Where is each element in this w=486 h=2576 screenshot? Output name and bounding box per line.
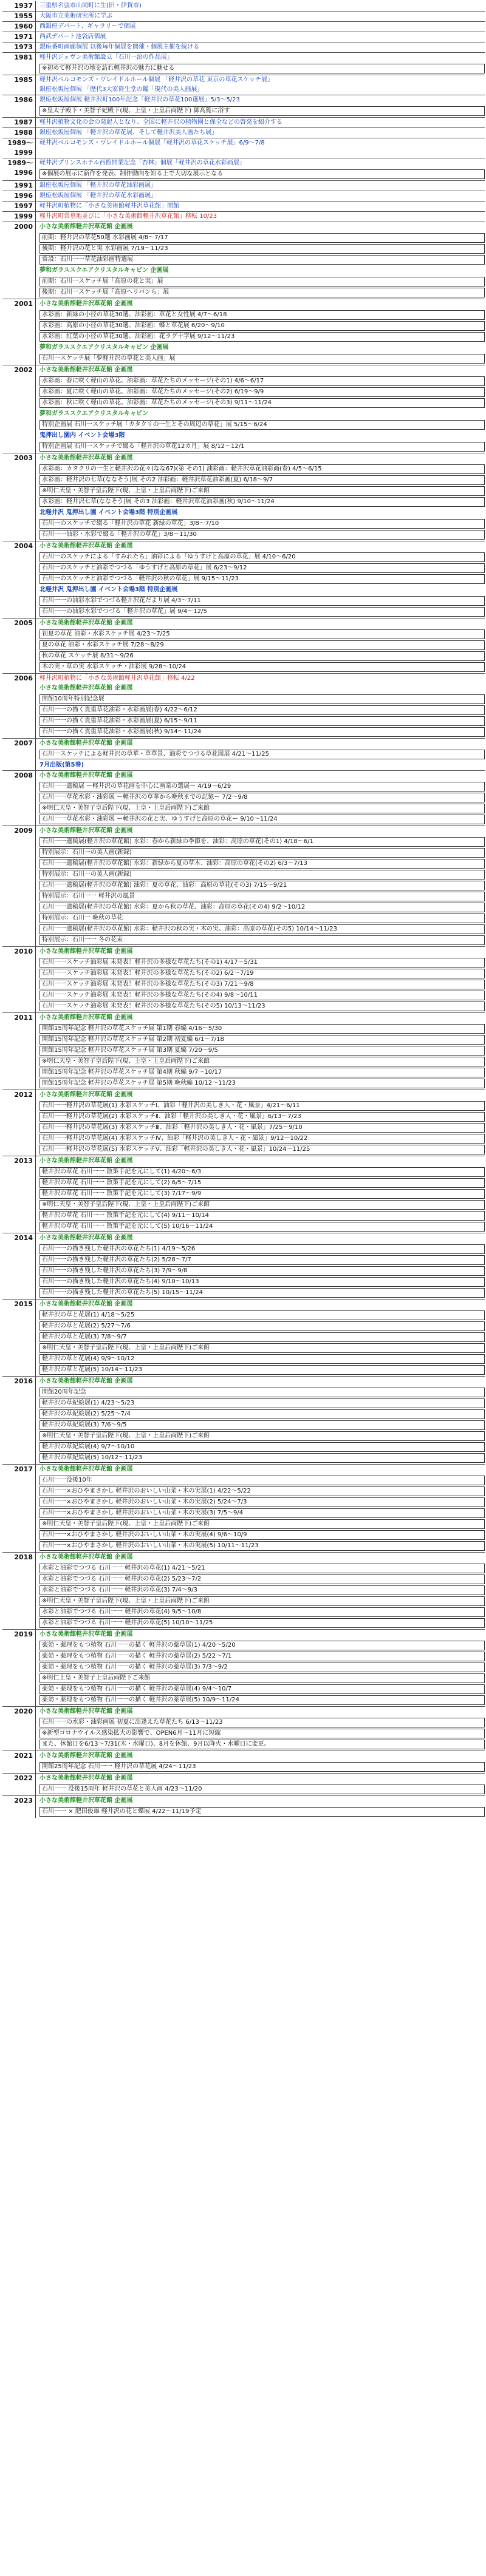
year-entries bbox=[36, 22, 485, 32]
exhibition-entry: 石川一一没後10年 bbox=[39, 1476, 485, 1485]
year-entries bbox=[36, 222, 485, 299]
exhibition-entry: 石川一一遺稿展(軽井沢の草花館) 水彩：夏から秋の草花、油彩：高原の草花(その4) 9/2〜10/12 bbox=[39, 903, 485, 912]
exhibition-entry: 石川一一遺稿展(軽井沢の草花館) 水彩：春から新緑の季節を、油彩：高原の草花(その1) 4/18〜6/1 bbox=[39, 837, 485, 847]
exhibition-entry: 開館15周年記念 軽井沢の草花スケッチ展 第4期 秋編 9/7〜10/17 bbox=[39, 1068, 485, 1077]
section-heading: 小さな美術館軽井沢草花館 企画展 bbox=[39, 1752, 133, 1759]
section-heading: 小さな美術館軽井沢草花館 企画展 bbox=[39, 1301, 133, 1307]
exhibition-entry: 軽井沢の草と花展(4) 9/9〜10/12 bbox=[39, 1354, 485, 1364]
exhibition-entry: 軽井沢の草花 石川一一 散策手記を元にして(5) 10/16〜11/24 bbox=[39, 1222, 485, 1232]
year-label: 2022 bbox=[2, 1774, 36, 1795]
exhibition-entry: ※明仁天皇・美智子皇后陛下(現、上皇・上皇后両陛下)ご来館 bbox=[39, 1200, 485, 1210]
year-block bbox=[2, 21, 485, 32]
year-entries bbox=[36, 947, 485, 1012]
year-block bbox=[2, 738, 485, 770]
exhibition-entry: 石川一一×おひやまさかし 軽井沢のおいしい山菜・木の実展(1) 4/22〜5/22 bbox=[39, 1486, 485, 1496]
exhibition-entry: 後期：石川一スケッチ展「高原ヘリパンら」展 bbox=[39, 288, 485, 297]
section-heading: 小さな美術館軽井沢草花館 企画展 bbox=[39, 223, 133, 230]
section-heading: 小さな美術館軽井沢草花館 企画展 bbox=[39, 1235, 133, 1241]
year-block bbox=[2, 1706, 485, 1751]
exhibition-entry: 石川一のスケッチで綴る「軽井沢の草花 新緑の草花」3/8〜7/10 bbox=[39, 519, 485, 529]
exhibition-entry: 水彩画：紅葉の小径の草花30選、油彩画：花ラグ十字展 9/12〜11/23 bbox=[39, 332, 485, 342]
exhibition-entry: 開館15周年記念 軽井沢の草花スケッチ展 第5期 晩秋編 10/12〜11/23 bbox=[39, 1079, 485, 1088]
year-label: 2009 bbox=[2, 826, 36, 946]
exhibition-entry: 石川一一の油彩水彩でつづる軽井沢花だより展 4/3〜7/11 bbox=[39, 596, 485, 606]
event-entry: 軽井沢町営墓地並びに「小さな美術館軽井沢草花館」移転 10/23 bbox=[39, 213, 217, 220]
exhibition-entry: 軽井沢の草花 石川一一 散策手記を元にして(2) 6/5〜7/15 bbox=[39, 1178, 485, 1188]
year-block bbox=[2, 673, 485, 738]
exhibition-entry: 軽井沢の草花 石川一一 散策手記を元にして(1) 4/20〜6/3 bbox=[39, 1167, 485, 1177]
year-entries bbox=[36, 212, 485, 222]
exhibition-entry: 前期：石川一スケッチ展「高原の花と実」展 bbox=[39, 277, 485, 286]
exhibition-entry: 水彩と油彩でつづる 石川一一 軽井沢の草花(3) 7/4〜9/3 bbox=[39, 1585, 485, 1595]
exhibition-entry: 常設：石川一一草花油彩画特選展 bbox=[39, 255, 485, 265]
year-label: 1988 bbox=[2, 128, 36, 138]
exhibition-entry: 開館25周年記念 石川一一 軽井沢の草花展 4/24〜11/23 bbox=[39, 1762, 485, 1772]
exhibition-entry: 水彩画：春に咲く軽山の草花、油彩画：草花たちのメッセージ(その1) 4/6〜6/17 bbox=[39, 376, 485, 386]
year-entries bbox=[36, 1465, 485, 1552]
year-entries bbox=[36, 1, 485, 11]
year-label: 1937 bbox=[2, 1, 36, 11]
exhibition-entry: 薬効・薬理をもつ植物 石川一一の描く 軽井沢の薬草展(4) 9/4〜10/7 bbox=[39, 1684, 485, 1694]
section-heading: 小さな美術館軽井沢草花館 企画展 bbox=[39, 1014, 133, 1021]
event-entry: 軽井沢町植物に「小さな美術館軽井沢草花館」移転 4/22 bbox=[39, 675, 195, 682]
event-entry: 銀座松坂屋個展 「軽井沢の草花展、そして軽井沢美人画たち展」 bbox=[39, 129, 218, 136]
section-heading: 夢和ガラススクエアクリスタルキャビン 企画展 bbox=[39, 344, 169, 351]
exhibition-entry: 軽井沢の草花 石川一一 散策手記を元にして(3) 7/17〜9/9 bbox=[39, 1189, 485, 1199]
year-block bbox=[2, 541, 485, 618]
exhibition-entry: 石川一一の描き残した軽井沢の草花たち(3) 7/9〜9/8 bbox=[39, 1266, 485, 1276]
exhibition-entry: 前期：軽井沢の草花50選 水彩画展 4/8〜7/17 bbox=[39, 233, 485, 243]
exhibition-entry: 薬効・薬理をもつ植物 石川一一の描く 軽井沢の薬草展(3) 7/3〜9/2 bbox=[39, 1663, 485, 1672]
year-block bbox=[2, 75, 485, 95]
year-entries bbox=[36, 299, 485, 365]
year-label: 1955 bbox=[2, 12, 36, 21]
exhibition-entry: ※明仁天皇・美智子皇后陛下(現、上皇・上皇后両陛下)ご来館 bbox=[39, 1596, 485, 1606]
year-entries bbox=[36, 674, 485, 738]
year-label: 2011 bbox=[2, 1013, 36, 1090]
event-entry: 軽井沢植物文化の会の発起人となり、全国に軽井沢の植物園と保全などの啓発を紹介する bbox=[39, 119, 282, 126]
exhibition-entry: 石川一一 没後15周年 軽井沢の草花と美人画 4/23〜11/20 bbox=[39, 1785, 485, 1794]
exhibition-entry: 石川一一軽井沢の草花展(1) 水彩スケッチⅠ、油彩「軽井沢の美しき人・花・風景」4/21〜6/11 bbox=[39, 1101, 485, 1111]
section-heading: 小さな美術館軽井沢草花館 企画展 bbox=[39, 1158, 133, 1164]
year-label: 2007 bbox=[2, 739, 36, 770]
exhibition-entry: 薬効・薬理をもつ植物 石川一一の描く 軽井沢の薬草展(2) 5/22〜7/1 bbox=[39, 1652, 485, 1661]
year-label: 2000 bbox=[2, 222, 36, 299]
exhibition-entry: 石川一のスケッチと油彩でつづる「軽井沢の秋の草花」展 9/15〜11/23 bbox=[39, 574, 485, 584]
year-entries bbox=[36, 365, 485, 453]
section-heading: 小さな美術館軽井沢草花館 企画展 bbox=[39, 1797, 133, 1804]
year-block bbox=[2, 1464, 485, 1552]
exhibition-entry: 水彩画：軽井沢の七草(ななそう)展 その2 油彩画：軽井沢草花油彩画(夏) 6/18〜9/7 bbox=[39, 475, 485, 485]
year-label: 1997 bbox=[2, 202, 36, 211]
exhibition-entry: ※初めて軽井沢の地を訪れ軽井沢の魅力に魅せる bbox=[39, 64, 485, 73]
section-heading: 北軽井沢 鬼押出し園 イベント会場3階 特別企画展 bbox=[39, 586, 178, 593]
exhibition-entry: 軽井沢の草と花展(5) 10/14〜11/23 bbox=[39, 1365, 485, 1375]
year-label: 2018 bbox=[2, 1553, 36, 1629]
exhibition-entry: 後期：軽井沢の花と実 水彩画展 7/19〜11/23 bbox=[39, 244, 485, 254]
exhibition-entry: 石川一一草花水彩・油彩展 ー軽井沢の花と実、ゆうすげと高原の草花ー 9/10〜11/24 bbox=[39, 815, 485, 824]
year-label: 1960 bbox=[2, 22, 36, 32]
event-entry: 軽井沢プリンスホテル西館開業記念「杏林」個展「軽井沢の草花水彩画展」 bbox=[39, 160, 245, 166]
year-label: 2012 bbox=[2, 1090, 36, 1156]
exhibition-entry: 石川一スケッチ展「夢軽井沢の草花と美人画」展 bbox=[39, 354, 485, 364]
year-label: 2003 bbox=[2, 453, 36, 541]
year-label: 2004 bbox=[2, 541, 36, 618]
event-entry: 銀座松坂屋個展 軽井沢町100年記念「軽井沢の草花100選展」5/3〜5/23 bbox=[39, 97, 240, 103]
exhibition-entry: 石川一一軽井沢の草花展(2) 水彩スケッチⅡ、油彩「軽井沢の美しき人・花・風景」6/13〜7/23 bbox=[39, 1112, 485, 1122]
exhibition-entry: 石川一一油彩・水彩で綴る「軽井沢の草花」3/8〜11/30 bbox=[39, 530, 485, 540]
event-entry: 軽井沢ベルコモンズ・ヴレイドルホール個展 「軽井沢の草花 東京の草花スケッチ展」 bbox=[39, 76, 273, 83]
exhibition-entry: 特別企画展 石川一スケッチで綴る「軽井沢の草花12カ月」展 8/12〜12/1 bbox=[39, 442, 485, 452]
year-entries bbox=[36, 739, 485, 770]
exhibition-entry: 石川一一の描き残した軽井沢の草花たち(5) 10/15〜11/24 bbox=[39, 1288, 485, 1298]
exhibition-entry: 石川一スケッチによる軽井沢の草華・草華景、油彩でつづる草花図展 4/21〜11/25 bbox=[39, 750, 485, 759]
year-entries bbox=[36, 1300, 485, 1376]
section-heading: 小さな美術館軽井沢草花館 企画展 bbox=[39, 772, 133, 779]
exhibition-entry: ※明仁天皇・美智子皇后陛下(現、上皇・上皇后両陛下)ご来館 bbox=[39, 1431, 485, 1441]
year-block bbox=[2, 95, 485, 117]
section-heading: 小さな美術館軽井沢草花館 企画展 bbox=[39, 1091, 133, 1098]
year-entries bbox=[36, 1090, 485, 1156]
exhibition-entry: 軽井沢の草と花展(1) 4/18〜5/25 bbox=[39, 1310, 485, 1320]
exhibition-entry: 石川一一スケッチ油彩展 未発表！軽井沢の多様な草花たち(その3) 7/21〜9/8 bbox=[39, 980, 485, 989]
exhibition-entry: 水彩と油彩でつづる 石川一一 軽井沢の草花(5) 10/10〜11/25 bbox=[39, 1618, 485, 1628]
year-block bbox=[2, 201, 485, 211]
exhibition-entry: 軽井沢の草花 石川一一 散策手記を元にして(4) 9/11〜10/14 bbox=[39, 1211, 485, 1221]
exhibition-entry: 石川一一の描き残した軽井沢の草花たち(4) 9/10〜10/13 bbox=[39, 1277, 485, 1287]
exhibition-entry: 石川一一の描く貴重草花油彩・水彩画展(夏) 6/15〜9/11 bbox=[39, 716, 485, 726]
year-block bbox=[2, 770, 485, 825]
exhibition-entry: 水彩画：高原の小径の草花30選、油彩画：蝶と草花展 6/20〜9/10 bbox=[39, 321, 485, 331]
year-block bbox=[2, 42, 485, 52]
exhibition-entry: 開館20周年記念 bbox=[39, 1388, 485, 1397]
section-heading: 小さな美術館軽井沢草花館 企画展 bbox=[39, 1775, 133, 1781]
year-entries bbox=[36, 128, 485, 138]
exhibition-entry: 軽井沢の草と花展(2) 5/27〜7/6 bbox=[39, 1321, 485, 1331]
year-entries bbox=[36, 619, 485, 673]
year-label: 2019 bbox=[2, 1630, 36, 1706]
year-entries bbox=[36, 202, 485, 211]
year-label: 2023 bbox=[2, 1796, 36, 1818]
year-label: 1986 bbox=[2, 95, 36, 117]
year-block bbox=[2, 825, 485, 946]
section-heading: 小さな美術館軽井沢草花館 企画展 bbox=[39, 685, 133, 691]
year-label: 2015 bbox=[2, 1300, 36, 1376]
year-block bbox=[2, 1376, 485, 1464]
event-entry: 銀座松坂屋個展 「歴代3大家資生堂の鑑「現代の美人画展」 bbox=[39, 86, 204, 93]
section-heading: 小さな美術館軽井沢草花館 企画展 bbox=[39, 1708, 133, 1715]
year-block bbox=[2, 1552, 485, 1629]
exhibition-entry: 石川一一×おひやまさかし 軽井沢のおいしい山菜・木の実展(4) 9/6〜10/9 bbox=[39, 1530, 485, 1540]
exhibition-entry: 石川一一軽井沢の草花展(5) 水彩スケッチⅤ、油彩「軽井沢の美しき人・花・風景」10/24〜11/25 bbox=[39, 1145, 485, 1154]
section-heading: 小さな美術館軽井沢草花館 企画展 bbox=[39, 1378, 133, 1385]
section-heading: 鬼押出し園内 イベント会場3階 bbox=[39, 432, 125, 439]
year-label: 2014 bbox=[2, 1233, 36, 1299]
exhibition-entry: 開館10周年特別記念展 bbox=[39, 694, 485, 704]
section-heading: 北軽井沢 鬼押出し園 イベント会場3階 特別企画展 bbox=[39, 509, 178, 516]
exhibition-entry: 石川一一スケッチ油彩展 未発表！軽井沢の多様な草花たち(その4) 9/8〜10/11 bbox=[39, 991, 485, 1000]
year-block bbox=[2, 1233, 485, 1299]
year-block bbox=[2, 52, 485, 75]
year-entries bbox=[36, 95, 485, 117]
exhibition-entry: 特別展示：石川一の美人画(新録) bbox=[39, 848, 485, 858]
year-block bbox=[2, 158, 485, 180]
year-label: 2010 bbox=[2, 947, 36, 1012]
exhibition-entry: 開館15周年記念 軽井沢の草花スケッチ展 第3期 夏編 7/20〜9/5 bbox=[39, 1046, 485, 1056]
year-entries bbox=[36, 1233, 485, 1299]
exhibition-entry: 石川一一スケッチ油彩展 未発表！軽井沢の多様な草花たち(その5) 10/13〜11/23 bbox=[39, 1002, 485, 1011]
exhibition-entry: 石川一のスケッチと油彩でつづる「ゆうすげと高原の草花」展 6/23〜9/12 bbox=[39, 563, 485, 573]
year-label: 2008 bbox=[2, 771, 36, 825]
exhibition-entry: 石川一一草花水彩・油彩展 ー軽井沢の草華から晩秋までの記憶ー 7/2〜9/8 bbox=[39, 793, 485, 802]
year-entries bbox=[36, 191, 485, 201]
year-block bbox=[2, 1090, 485, 1156]
year-label: 1981 bbox=[2, 53, 36, 75]
exhibition-entry: 特別展示：石川一の美人画(新録) bbox=[39, 870, 485, 880]
exhibition-entry: 石川一一の描き残した軽井沢の草花たち(1) 4/19〜5/26 bbox=[39, 1244, 485, 1254]
year-block bbox=[2, 1751, 485, 1773]
exhibition-entry: 特別展示：石川一 晩秋の草花 bbox=[39, 913, 485, 923]
exhibition-entry: ※明仁天皇・美智子皇后陛下(現、上皇・上皇后両陛下)ご来館 bbox=[39, 1519, 485, 1529]
exhibition-entry: ※明仁天皇・美智子皇后陛下(現、上皇・上皇后両陛下)ご来館 bbox=[39, 486, 485, 496]
exhibition-entry: 石川一のスケッチによる「すみれたち」油彩による「ゆうすげと高原の草花」展 4/10〜6/20 bbox=[39, 552, 485, 562]
event-entry: 軽井沢ジェヴン美術館設立「石川一治の作品展」 bbox=[39, 54, 173, 61]
section-heading: 小さな美術館軽井沢草花館 企画展 bbox=[39, 367, 133, 373]
event-entry: 西銀座デパート、ギャラリーで個展 bbox=[39, 23, 136, 30]
year-label: 2001 bbox=[2, 299, 36, 365]
year-block bbox=[2, 365, 485, 453]
year-block bbox=[2, 11, 485, 21]
exhibition-entry: 石川一一の描き残した軽井沢の草花たち(2) 5/28〜7/7 bbox=[39, 1255, 485, 1265]
year-block bbox=[2, 180, 485, 191]
year-label: 1989〜1999 bbox=[2, 138, 36, 158]
year-label: 2021 bbox=[2, 1751, 36, 1773]
exhibition-entry: 石川一一軽井沢の草花展(4) 水彩スケッチⅣ、油彩「軽井沢の美しき人・花・風景」9/12〜10/22 bbox=[39, 1134, 485, 1144]
year-label: 2006 bbox=[2, 674, 36, 738]
section-heading: 小さな美術館軽井沢草花館 企画展 bbox=[39, 827, 133, 834]
exhibition-entry: 水彩画：新緑の小径の草花30選、油彩画：草花と女性展 4/7〜6/18 bbox=[39, 310, 485, 320]
year-label: 1973 bbox=[2, 42, 36, 52]
exhibition-entry: 水彩画：秋に咲く軽山の草花、油彩画：草花たちのメッセージ(その3) 9/11〜11/24 bbox=[39, 398, 485, 408]
exhibition-entry: 水彩画：カタクリの一生と軽井沢の花々(なな67)(第 その1) 油彩画：軽井沢草花油彩画(春) 4/5〜6/15 bbox=[39, 464, 485, 474]
exhibition-entry: また、休館日を6/13〜7/31(木・水曜日)、8月を休館、9月以降火・水曜日に変更。 bbox=[39, 1740, 485, 1749]
year-entries bbox=[36, 1553, 485, 1629]
section-heading: 小さな美術館軽井沢草花館 企画展 bbox=[39, 1631, 133, 1638]
event-entry: 西武デパート池袋店個展 bbox=[39, 33, 106, 40]
exhibition-entry: 石川一一スケッチ油彩展 未発表！軽井沢の多様な草花たち(その2) 6/2〜7/19 bbox=[39, 969, 485, 978]
exhibition-entry: 水彩と油彩でつづる 石川一一 軽井沢の草花(4) 9/5〜10/8 bbox=[39, 1607, 485, 1617]
event-entry: 銀座番町画廊個展 以後毎年個展を開催・個展主催を続ける bbox=[39, 44, 200, 50]
section-heading: 小さな美術館軽井沢草花館 企画展 bbox=[39, 543, 133, 549]
exhibition-entry: 石川一一×おひやまさかし 軽井沢のおいしい山菜・木の実展(5) 10/11〜11/23 bbox=[39, 1541, 485, 1551]
exhibition-entry: 水彩画：夏に咲く軽山の草花、油彩画：草花たちのメッセージ(その2) 6/19〜9/9 bbox=[39, 387, 485, 397]
section-heading: 小さな美術館軽井沢草花館 企画展 bbox=[39, 300, 133, 307]
exhibition-entry: 石川一一スケッチ油彩展 未発表！軽井沢の多様な草花たち(その1) 4/17〜5/31 bbox=[39, 958, 485, 968]
section-heading: 小さな美術館軽井沢草花館 企画展 bbox=[39, 740, 133, 747]
event-entry: 三重県名張市山岡町に生(旧・伊賀市) bbox=[39, 2, 142, 9]
exhibition-entry: ※明仁天皇・美智子皇后陛下(現、上皇・上皇后両陛下)ご来館 bbox=[39, 804, 485, 813]
year-entries bbox=[36, 42, 485, 52]
year-block bbox=[2, 299, 485, 365]
year-label: 1991 bbox=[2, 181, 36, 191]
exhibition-entry: ※新型コロナウイルス感染拡大の影響で、OPEN6月〜11月に短縮 bbox=[39, 1729, 485, 1738]
year-entries bbox=[36, 1796, 485, 1818]
year-entries bbox=[36, 453, 485, 541]
year-block bbox=[2, 453, 485, 541]
exhibition-entry: 軽井沢の草紀絵展(2) 5/25〜7/4 bbox=[39, 1409, 485, 1419]
exhibition-entry: 開館15周年記念 軽井沢の草花スケッチ展 第1期 春編 4/16〜5/30 bbox=[39, 1024, 485, 1034]
exhibition-entry: 石川一一の水彩・油彩画展 初夏に出逢えた草花たち 6/13〜11/23 bbox=[39, 1718, 485, 1727]
year-entries bbox=[36, 541, 485, 618]
year-block bbox=[2, 32, 485, 42]
exhibition-entry: ※皇太子殿下・美智子妃殿下(現、上皇・上皇后両陛下) 御高覧に浴す bbox=[39, 106, 485, 116]
exhibition-entry: ※個展の展示に新作を発表、制作動向を知る上で大切な展示となる bbox=[39, 169, 485, 179]
year-block bbox=[2, 1773, 485, 1795]
exhibition-entry: ※明仁天皇・美智子皇后陛下(現、上皇・上皇后両陛下)ご来館 bbox=[39, 1343, 485, 1353]
exhibition-entry: 夏の草花 油彩・水彩スケッチ展 7/28〜8/29 bbox=[39, 640, 485, 650]
year-entries bbox=[36, 53, 485, 75]
exhibition-entry: 薬効・薬理をもつ植物 石川一一の描く 軽井沢の薬草展(5) 10/9〜11/24 bbox=[39, 1695, 485, 1705]
exhibition-entry: 石川一一遺稿展(軽井沢の草花館) 水彩：軽井沢の秋の実・木の実、油彩：高原の草花(その5) 10/14〜11/23 bbox=[39, 924, 485, 934]
year-label: 2016 bbox=[2, 1377, 36, 1464]
year-entries bbox=[36, 1377, 485, 1464]
year-block bbox=[2, 138, 485, 158]
exhibition-entry: 石川一一の油彩水彩でつづる「軽井沢の草花」展 9/4〜12/5 bbox=[39, 607, 485, 617]
exhibition-entry: 石川一一遺稿展(軽井沢の草花館) 油彩：夏の草花、油彩：高原の草花(その3) 7/15〜9/21 bbox=[39, 881, 485, 890]
exhibition-entry: 開館15周年記念 軽井沢の草花スケッチ展 第2期 初夏編 6/1〜7/18 bbox=[39, 1035, 485, 1045]
exhibition-entry: 軽井沢の草紀絵展(5) 10/12〜11/23 bbox=[39, 1453, 485, 1463]
year-entries bbox=[36, 12, 485, 21]
year-label: 1989〜1996 bbox=[2, 158, 36, 180]
section-heading: 7月出版(第5巻) bbox=[39, 762, 84, 768]
section-heading: 小さな美術館軽井沢草花館 企画展 bbox=[39, 455, 133, 461]
year-block bbox=[2, 618, 485, 673]
year-entries bbox=[36, 1707, 485, 1751]
exhibition-entry: 木の実・草の実 水彩スケッチ・油彩展 9/28〜10/24 bbox=[39, 662, 485, 672]
event-entry: 軽井沢町植物に「小さな美術館軽井沢草花館」開館 bbox=[39, 203, 179, 209]
exhibition-entry: 石川一一 × 肥田俊雄 軽井沢の花と蝶展 4/22〜11/19予定 bbox=[39, 1807, 485, 1817]
year-label: 2002 bbox=[2, 365, 36, 453]
year-block bbox=[2, 117, 485, 127]
year-entries bbox=[36, 118, 485, 127]
event-entry: 軽井沢ベルコモンズ・ヴレイドルホール個展「軽井沢の草花スケッチ展」6/9〜7/8 bbox=[39, 140, 265, 146]
exhibition-entry: 石川一一の描く貴重草花油彩・水彩画展(春) 4/22〜6/12 bbox=[39, 705, 485, 715]
year-block bbox=[2, 1156, 485, 1233]
event-entry: 銀座松坂屋個展 「軽井沢の草花油彩画展」 bbox=[39, 182, 157, 189]
exhibition-history-timeline bbox=[2, 1, 485, 1818]
year-label: 1985 bbox=[2, 75, 36, 95]
year-entries bbox=[36, 138, 485, 158]
exhibition-entry: 初夏の草花 油彩・水彩スケッチ展 4/23〜7/25 bbox=[39, 629, 485, 639]
year-block bbox=[2, 1629, 485, 1706]
exhibition-entry: 特別企画展 石川一スケッチ展「カタクリの一生とその周辺の草花」展 5/15〜6/24 bbox=[39, 420, 485, 430]
event-entry: 大阪市立美術研究所に学ぶ bbox=[39, 13, 112, 19]
year-entries bbox=[36, 1013, 485, 1090]
year-entries bbox=[36, 1751, 485, 1773]
exhibition-entry: 軽井沢の草と花展(3) 7/8〜9/7 bbox=[39, 1332, 485, 1342]
exhibition-entry: 水彩と油彩でつづる 石川一一 軽井沢の草花(1) 4/21〜5/21 bbox=[39, 1564, 485, 1573]
year-label: 1987 bbox=[2, 118, 36, 127]
exhibition-entry: 水彩と油彩でつづる 石川一一 軽井沢の草花(2) 5/23〜7/2 bbox=[39, 1574, 485, 1584]
exhibition-entry: 石川一一遺稿展(軽井沢の草花館) 水彩：新緑から夏の草木、油彩：高原の草花(その2) 6/3〜7/13 bbox=[39, 859, 485, 869]
exhibition-entry: 石川一一の描く貴重草花油彩・水彩画展(秋) 9/14〜11/24 bbox=[39, 727, 485, 737]
exhibition-entry: 石川一一×おひやまさかし 軽井沢のおいしい山菜・木の実展(3) 7/5〜9/4 bbox=[39, 1508, 485, 1518]
section-heading: 小さな美術館軽井沢草花館 企画展 bbox=[39, 948, 133, 955]
section-heading: 小さな美術館軽井沢草花館 企画展 bbox=[39, 620, 133, 626]
exhibition-entry: 特別展示：石川一一 軽井沢の風景 bbox=[39, 892, 485, 901]
exhibition-entry: 石川一一軽井沢の草花展(3) 水彩スケッチⅢ、油彩「軽井沢の美しき人・花・風景」7/25〜9/10 bbox=[39, 1123, 485, 1133]
year-block bbox=[2, 127, 485, 138]
exhibition-entry: 秋の草花 スケッチ展 8/31〜9/26 bbox=[39, 651, 485, 661]
section-heading: 夢和ガラススクエアクリスタルキャビン 企画展 bbox=[39, 267, 169, 274]
year-entries bbox=[36, 181, 485, 191]
exhibition-entry: 軽井沢の草紀絵展(3) 7/6〜9/5 bbox=[39, 1420, 485, 1430]
year-block bbox=[2, 1012, 485, 1090]
year-label: 2017 bbox=[2, 1465, 36, 1552]
year-entries bbox=[36, 1630, 485, 1706]
year-label: 2013 bbox=[2, 1156, 36, 1233]
exhibition-entry: 石川一一遺稿展 ー軽井沢の草花画を中心に画業の選展ー 4/19〜6/29 bbox=[39, 782, 485, 791]
section-heading: 小さな美術館軽井沢草花館 企画展 bbox=[39, 1466, 133, 1473]
exhibition-entry: 特別展示：石川一一 冬の花束 bbox=[39, 935, 485, 945]
year-entries bbox=[36, 771, 485, 825]
year-entries bbox=[36, 158, 485, 180]
year-entries bbox=[36, 75, 485, 95]
exhibition-entry: 軽井沢の草紀絵展(4) 9/7〜10/10 bbox=[39, 1442, 485, 1452]
year-label: 1996 bbox=[2, 191, 36, 201]
exhibition-entry: 水彩画：軽井沢七草(ななそう)展 その3 油彩画：軽井沢草花油彩画(秋) 9/10〜11/24 bbox=[39, 497, 485, 507]
exhibition-entry: ※明仁上皇・美智子上皇后両陛下ご来館 bbox=[39, 1673, 485, 1683]
year-block bbox=[2, 946, 485, 1012]
year-entries bbox=[36, 1774, 485, 1795]
year-block bbox=[2, 1299, 485, 1376]
year-block bbox=[2, 1795, 485, 1818]
year-label: 1971 bbox=[2, 32, 36, 42]
year-block bbox=[2, 1, 485, 11]
section-heading: 夢和ガラススクエアクリスタルキャビン bbox=[39, 410, 148, 417]
year-label: 1999 bbox=[2, 212, 36, 222]
year-entries bbox=[36, 826, 485, 946]
year-block bbox=[2, 222, 485, 299]
exhibition-entry: 薬効・薬理をもつ植物 石川一一の描く 軽井沢の薬草展(1) 4/20〜5/20 bbox=[39, 1641, 485, 1650]
year-label: 2005 bbox=[2, 619, 36, 673]
exhibition-entry: 石川一一×おひやまさかし 軽井沢のおいしい山菜・木の実展(2) 5/24〜7/3 bbox=[39, 1497, 485, 1507]
exhibition-entry: ※明仁天皇・美智子皇后陛下(現、上皇・上皇后両陛下)ご来館 bbox=[39, 1057, 485, 1066]
exhibition-entry: 軽井沢の草紀絵展(1) 4/23〜5/23 bbox=[39, 1398, 485, 1408]
year-block bbox=[2, 191, 485, 201]
year-entries bbox=[36, 32, 485, 42]
year-block bbox=[2, 211, 485, 222]
year-entries bbox=[36, 1156, 485, 1233]
event-entry: 銀座松坂屋個展 「軽井沢の草花水彩画展」 bbox=[39, 192, 157, 199]
section-heading: 小さな美術館軽井沢草花館 企画展 bbox=[39, 1554, 133, 1561]
year-label: 2020 bbox=[2, 1707, 36, 1751]
